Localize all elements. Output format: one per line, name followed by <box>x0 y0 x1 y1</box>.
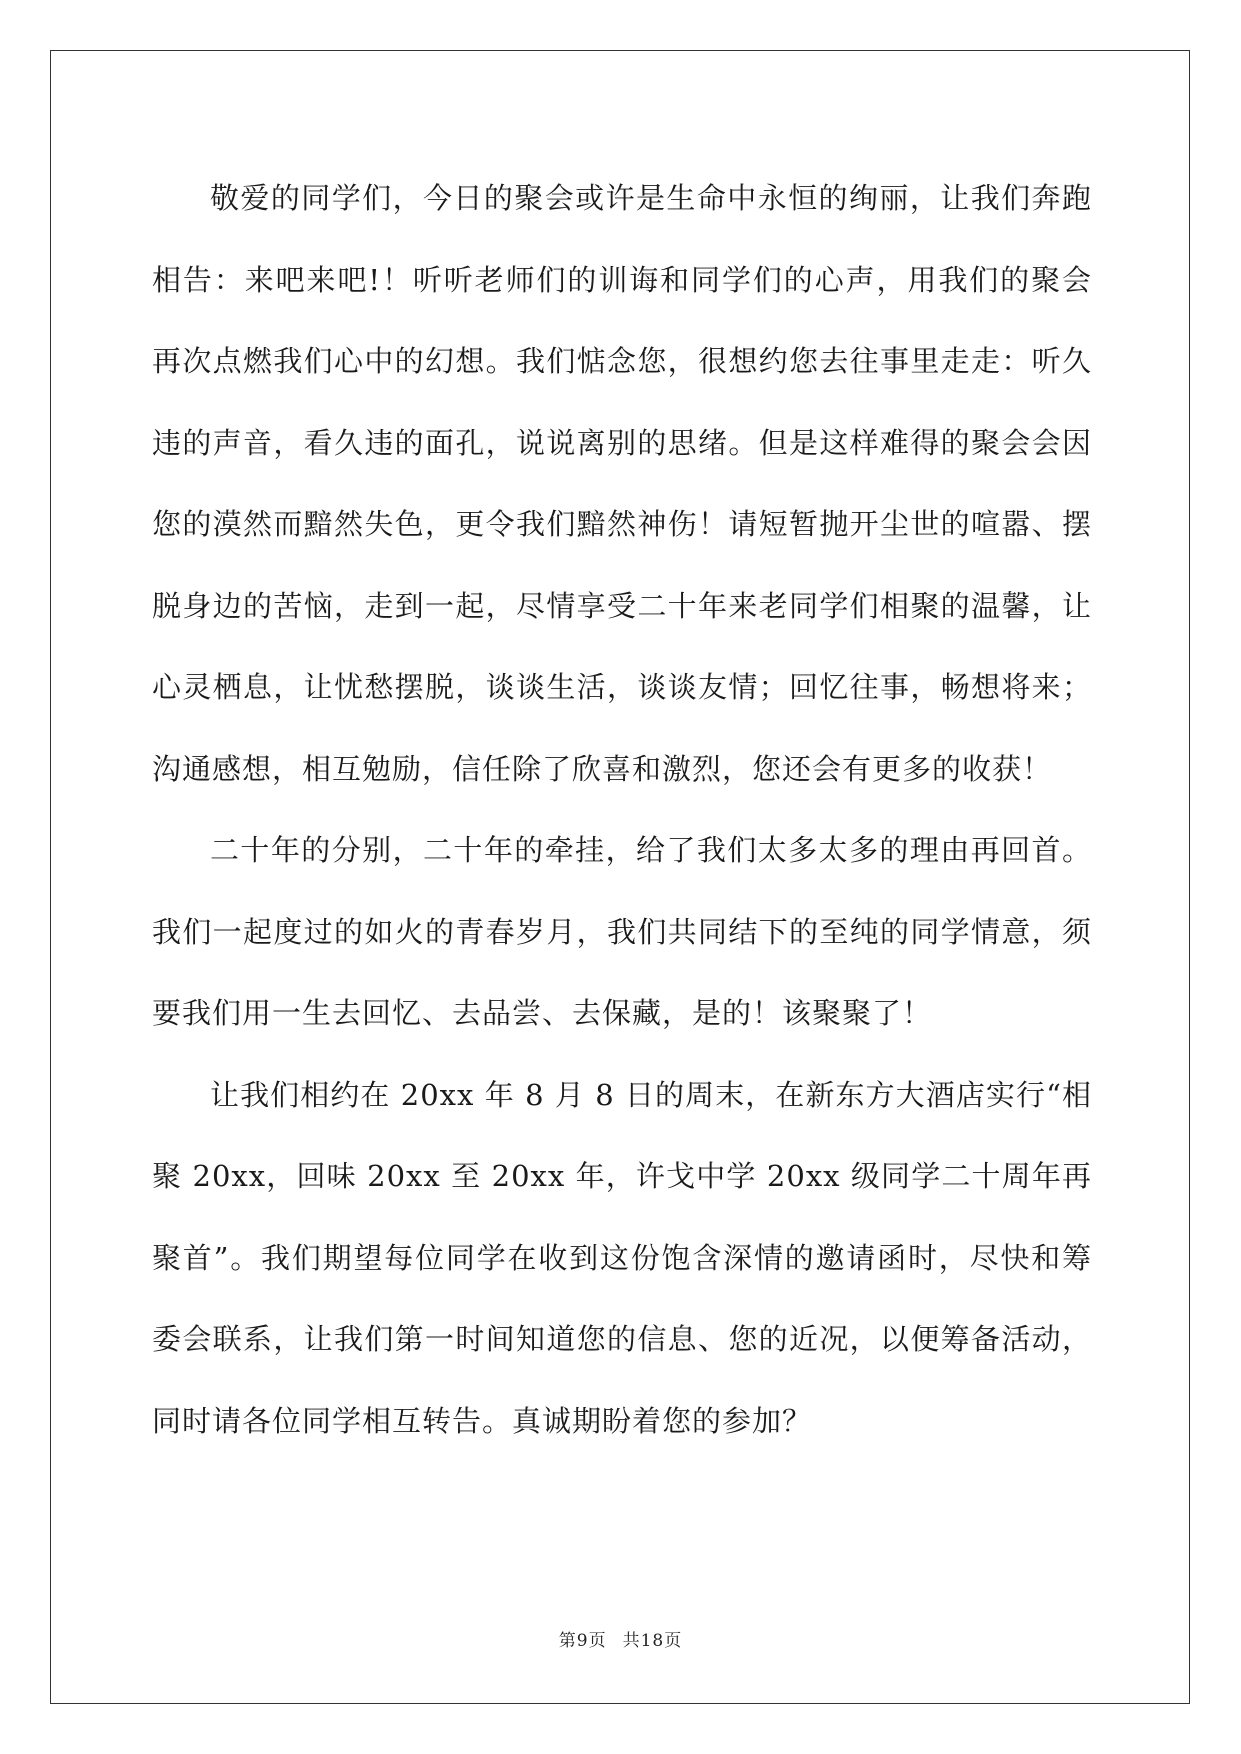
paragraph-event-details: 让我们相约在 20xx 年 8 月 8 日的周末，在新东方大酒店实行“相聚 20xx，回味 20xx 至 20xx 年，许戈中学 20xx 级同学二十周年再聚首”。我们期望每位同学在收到这份饱含深情的邀请函时，尽快和筹委会联系，让我们第一时间知道您的信息、您的近况，以便筹备活动，同时请各位同学相互转告。真诚期盼着您的参加？ <box>152 1077 1092 1438</box>
page-footer <box>0 1626 1241 1651</box>
document-body <box>152 158 1092 1462</box>
page-total: 共18页 <box>622 1631 683 1651</box>
paragraph-invitation-intro: 敬爱的同学们，今日的聚会或许是生命中永恒的绚丽，让我们奔跑相告：来吧来吧!！听听老师们的训诲和同学们的心声，用我们的聚会再次点燃我们心中的幻想。我们惦念您，很想约您去往事里走走：听久违的声音，看久违的面孔，说说离别的思绪。但是这样难得的聚会会因您的漠然而黯然失色，更令我们黯然神伤！请短暂抛开尘世的喧嚣、摆脱身边的苦恼，走到一起，尽情享受二十年来老同学们相聚的温馨，让心灵栖息，让忧愁摆脱，谈谈生活，谈谈友情；回忆往事，畅想将来；沟通感想，相互勉励，信任除了欣喜和激烈，您还会有更多的收获！ <box>152 181 1092 786</box>
paragraph-twenty-years: 二十年的分别，二十年的牵挂，给了我们太多太多的理由再回首。我们一起度过的如火的青春岁月，我们共同结下的至纯的同学情意，须要我们用一生去回忆、去品尝、去保藏，是的！该聚聚了！ <box>152 833 1092 1030</box>
page-number: 第9页 <box>558 1631 607 1651</box>
